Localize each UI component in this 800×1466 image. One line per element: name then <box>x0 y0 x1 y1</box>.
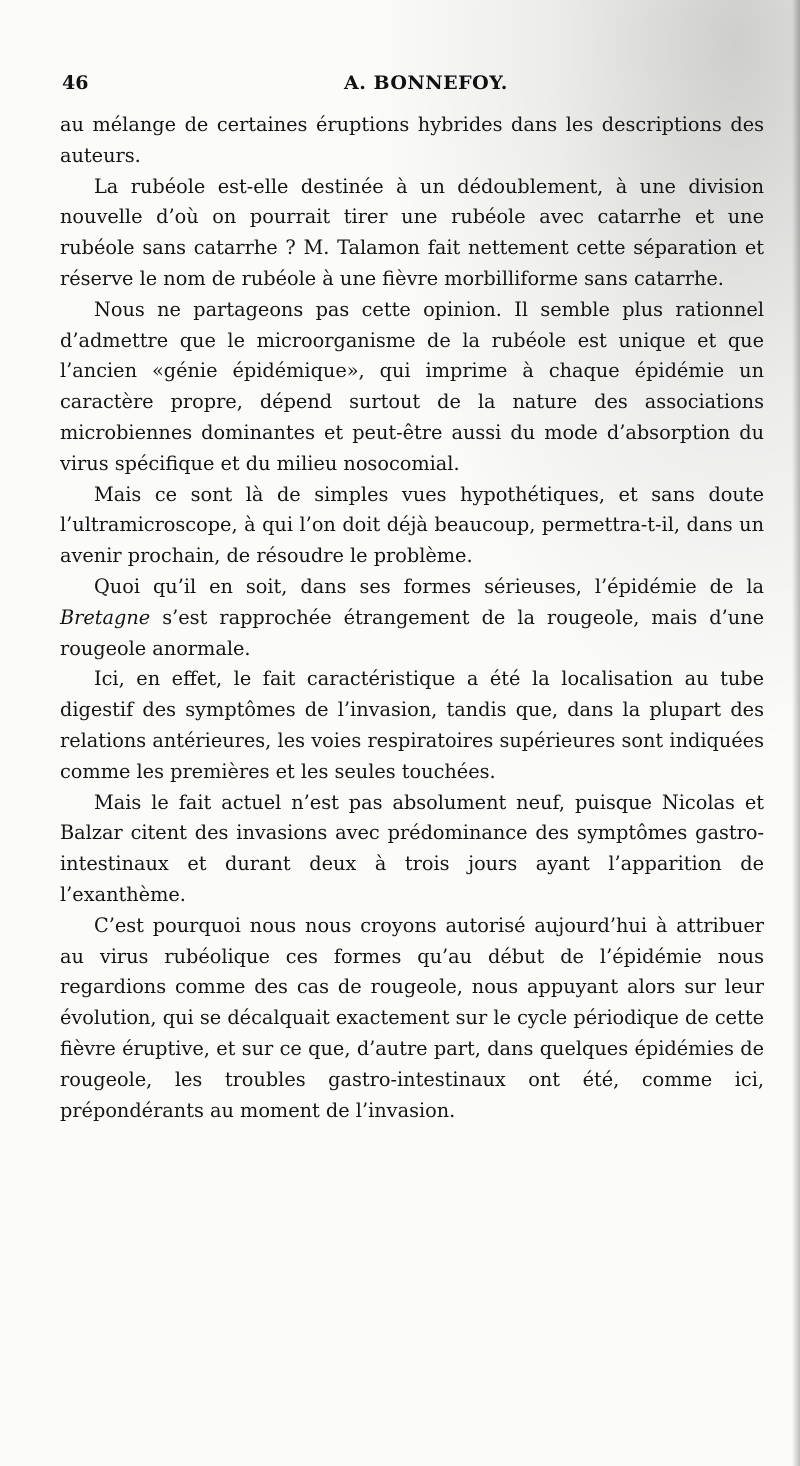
paragraph: Ici, en effet, le fait caractéristique a été la localisation au tube digestif des symptômes de l’invasion, tandis que, dans la plupart des relations antérieures, les voies respiratoires supérieures sont indiquées comme les premières et les seules touchées. <box>60 667 764 783</box>
paragraph-text: s’est rapprochée étrangement de la rougeole, mais d’une rougeole anormale. <box>60 605 764 660</box>
paragraph: La rubéole est-elle destinée à un dédoublement, à une division nouvelle d’où on pourrait tirer une rubéole avec catarrhe et une rubéole sans catarrhe ? M. Talamon fait nettement cette séparation et réserve le nom de rubéole à une fièvre morbilliforme sans catarrhe. <box>60 174 764 290</box>
paragraph-text: Quoi qu’il en soit, dans ses formes sérieuses, l’épidémie de la <box>94 574 764 598</box>
italic-place-name: Bretagne <box>60 605 151 629</box>
body-text <box>60 110 764 1126</box>
paragraph: Nous ne partageons pas cette opinion. Il semble plus rationnel d’admettre que le microorganisme de la rubéole est unique et que l’ancien «génie épidémique», qui imprime à chaque épidémie un caractère propre, dépend surtout de la nature des associations microbiennes dominantes et peut-être aussi du mode d’absorption du virus spécifique et du milieu nosocomial. <box>60 297 764 475</box>
page-number: 46 <box>62 72 89 94</box>
paragraph: C’est pourquoi nous nous croyons autorisé aujourd’hui à attribuer au virus rubéolique ces formes qu’au début de l’épidémie nous regardions comme des cas de rougeole, nous appuyant alors sur leur évolution, qui se décalquait exactement sur le cycle périodique de cette fièvre éruptive, et sur ce que, d’autre part, dans quelques épidémies de rougeole, les troubles gastro-intestinaux ont été, comme ici, prépondérants au moment de l’invasion. <box>60 913 764 1122</box>
page-header <box>62 70 762 104</box>
running-head: A. BONNEFOY. <box>344 72 508 94</box>
page-edge-shadow <box>792 0 800 1466</box>
paragraph: Mais le fait actuel n’est pas absolument neuf, puisque Nicolas et Balzar citent des invasions avec prédominance des symptômes gastro-intestinaux et durant deux à trois jours ayant l’apparition de l’exanthème. <box>60 790 764 906</box>
paragraph <box>60 572 764 664</box>
paragraph: Mais ce sont là de simples vues hypothétiques, et sans doute l’ultramicroscope, à qui l’on doit déjà beaucoup, permettra-t-il, dans un avenir prochain, de résoudre le problème. <box>60 482 764 568</box>
paragraph: au mélange de certaines éruptions hybrides dans les descriptions des auteurs. <box>60 113 764 167</box>
